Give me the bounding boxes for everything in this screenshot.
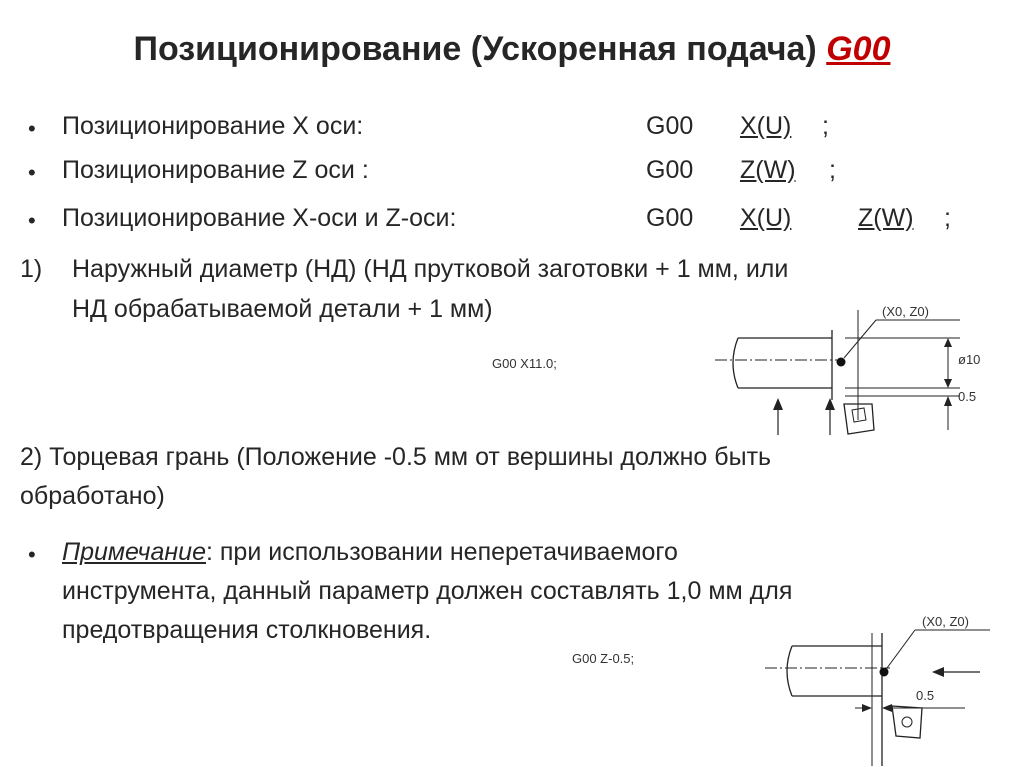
- note-line: предотвращения столкновения.: [62, 616, 432, 644]
- note-line: инструмента, данный параметр должен составлять 1,0 мм для: [62, 577, 793, 605]
- item-number: 1): [20, 255, 43, 283]
- command-label: Позиционирование Z оси :: [62, 156, 369, 184]
- note-text: : при использовании неперетачиваемого: [205, 538, 678, 566]
- arrow-left-icon: [932, 667, 944, 677]
- diagram-z-positioning: [560, 608, 1020, 767]
- command-code: G00: [646, 112, 694, 140]
- tool-point-icon: [837, 358, 846, 367]
- dimension-label: 0.5: [958, 389, 977, 404]
- arrow-up-icon: [825, 398, 835, 410]
- command-label: Позиционирование X оси:: [62, 112, 364, 140]
- diagram-code-label: G00 X11.0;: [492, 356, 557, 371]
- point-label: (X0, Z0): [882, 304, 929, 319]
- title-text: Позиционирование (Ускоренная подача): [133, 30, 817, 68]
- command-terminator: ;: [822, 112, 829, 140]
- item-text-line: Наружный диаметр (НД) (НД прутковой заготовки + 1 мм, или: [72, 255, 789, 283]
- item-text-line: НД обрабатываемой детали + 1 мм): [72, 295, 493, 323]
- diagram-code-label: G00 Z-0.5;: [572, 651, 635, 666]
- tool-insert-icon: [892, 706, 922, 738]
- arrow-up-icon: [773, 398, 783, 410]
- bullet-icon: •: [28, 116, 36, 141]
- command-arg: X(U): [740, 204, 792, 232]
- command-arg: X(U): [740, 112, 792, 140]
- command-code: G00: [646, 156, 694, 184]
- bullet-icon: •: [28, 542, 36, 567]
- note-line: [62, 538, 678, 567]
- dimension-label: ø10: [958, 352, 981, 367]
- command-code: G00: [646, 204, 694, 232]
- bullet-icon: •: [28, 160, 36, 185]
- note-label: Примечание: [62, 538, 206, 566]
- command-terminator: ;: [829, 156, 836, 184]
- command-arg: Z(W): [740, 156, 796, 184]
- diagram-x-positioning: [480, 300, 1020, 440]
- tool-point-icon: [880, 668, 889, 677]
- slide-title: [0, 30, 1024, 69]
- point-label: (X0, Z0): [922, 614, 969, 629]
- command-label: Позиционирование X-оси и Z-оси:: [62, 204, 457, 232]
- item-text-line: обработано): [20, 482, 165, 510]
- bullet-icon: •: [28, 208, 36, 233]
- command-terminator: ;: [944, 204, 951, 232]
- title-code: G00: [826, 30, 891, 68]
- item-text-line: 2) Торцевая грань (Положение -0.5 мм от вершины должно быть: [20, 443, 772, 471]
- dimension-label: 0.5: [916, 688, 935, 703]
- command-arg: Z(W): [858, 204, 914, 232]
